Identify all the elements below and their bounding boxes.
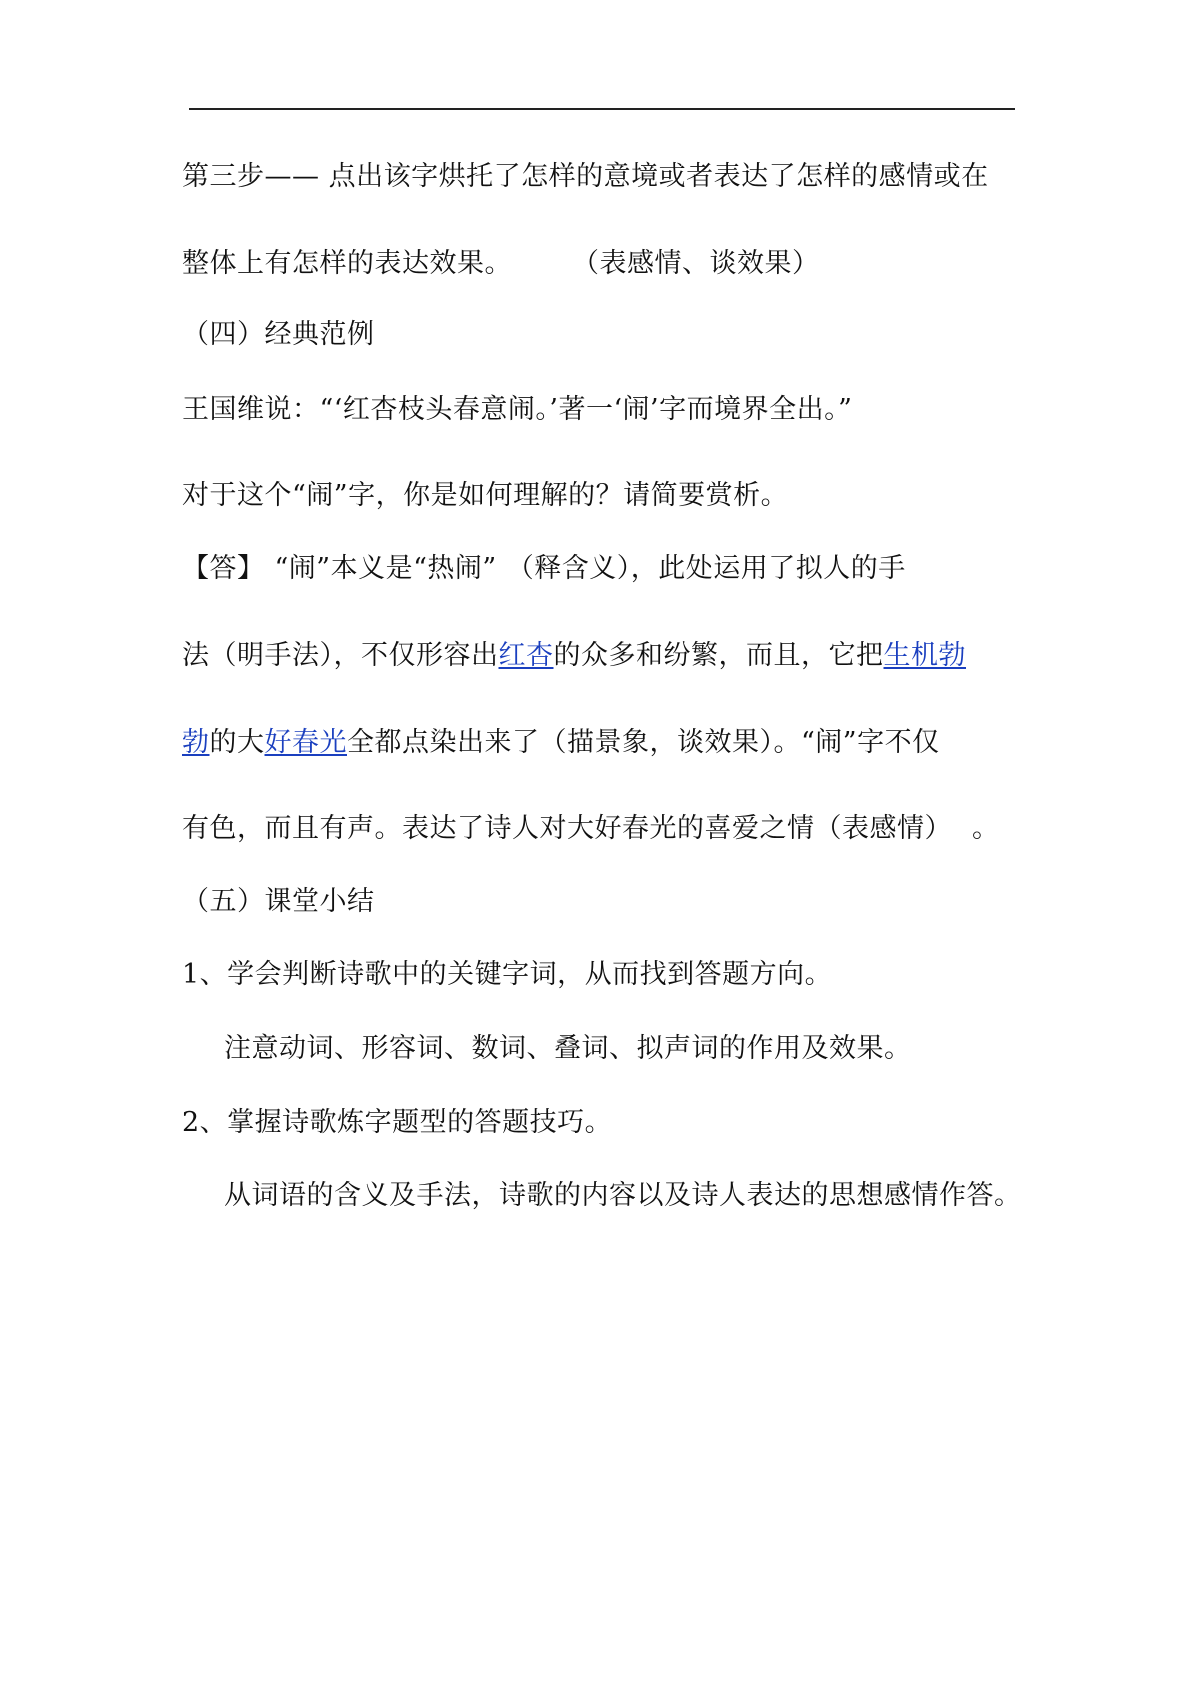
answer-line2	[182, 639, 966, 673]
link-shengjibobo-part2[interactable]: 勃	[182, 727, 210, 758]
answer-line4-b: 。	[972, 813, 1000, 844]
question-line2: 对于这个“闹”字，你是如何理解的？请简要赏析。	[182, 480, 789, 511]
summary-item1-note: 注意动词、形容词、数词、叠词、拟声词的作用及效果。	[224, 1033, 912, 1064]
step3-line1: 第三步—— 点出该字烘托了怎样的意境或者表达了怎样的感情或在	[182, 161, 989, 192]
answer-line2-b: 的众多和纷繁，而且，它把	[553, 640, 884, 671]
answer-line4-a: 有色，而且有声。表达了诗人对大好春光的喜爱之情（表感情）	[182, 813, 952, 844]
answer-line4	[182, 812, 1000, 846]
answer-line1-b: “闹”本义是“热闹”	[274, 553, 497, 584]
answer-line1	[182, 552, 906, 586]
header-rule	[189, 108, 1015, 110]
link-haochunguang[interactable]: 好春光	[264, 727, 347, 758]
step3-line2-main: 整体上有怎样的表达效果。	[182, 248, 512, 279]
answer-line2-a: 法（明手法），不仅形容出	[182, 640, 499, 671]
answer-line3	[182, 726, 940, 760]
step3-line2	[182, 247, 820, 281]
answer-line1-c: （释含义），此处运用了拟人的手	[506, 553, 906, 584]
answer-label: 【答】	[182, 553, 265, 584]
answer-line3-b: 全都点染出来了（描景象，谈效果）。“闹”字不仅	[347, 727, 940, 758]
summary-item2-note: 从词语的含义及手法，诗歌的内容以及诗人表达的思想感情作答。	[224, 1180, 1022, 1211]
question-line1: 王国维说：“‘红杏枝头春意闹。’著一‘闹’字而境界全出。”	[182, 394, 853, 425]
link-shengjibobo-part1[interactable]: 生机勃	[883, 640, 966, 671]
step3-line2-note: （表感情、谈效果）	[572, 248, 820, 279]
link-hongxing[interactable]: 红杏	[498, 640, 554, 671]
summary-item2: 2、掌握诗歌炼字题型的答题技巧。	[182, 1107, 613, 1138]
section5-heading: （五）课堂小结	[182, 886, 375, 917]
section4-heading: （四）经典范例	[182, 319, 375, 350]
summary-item1: 1、学会判断诗歌中的关键字词，从而找到答题方向。	[182, 959, 833, 990]
answer-line3-a: 的大	[209, 727, 265, 758]
